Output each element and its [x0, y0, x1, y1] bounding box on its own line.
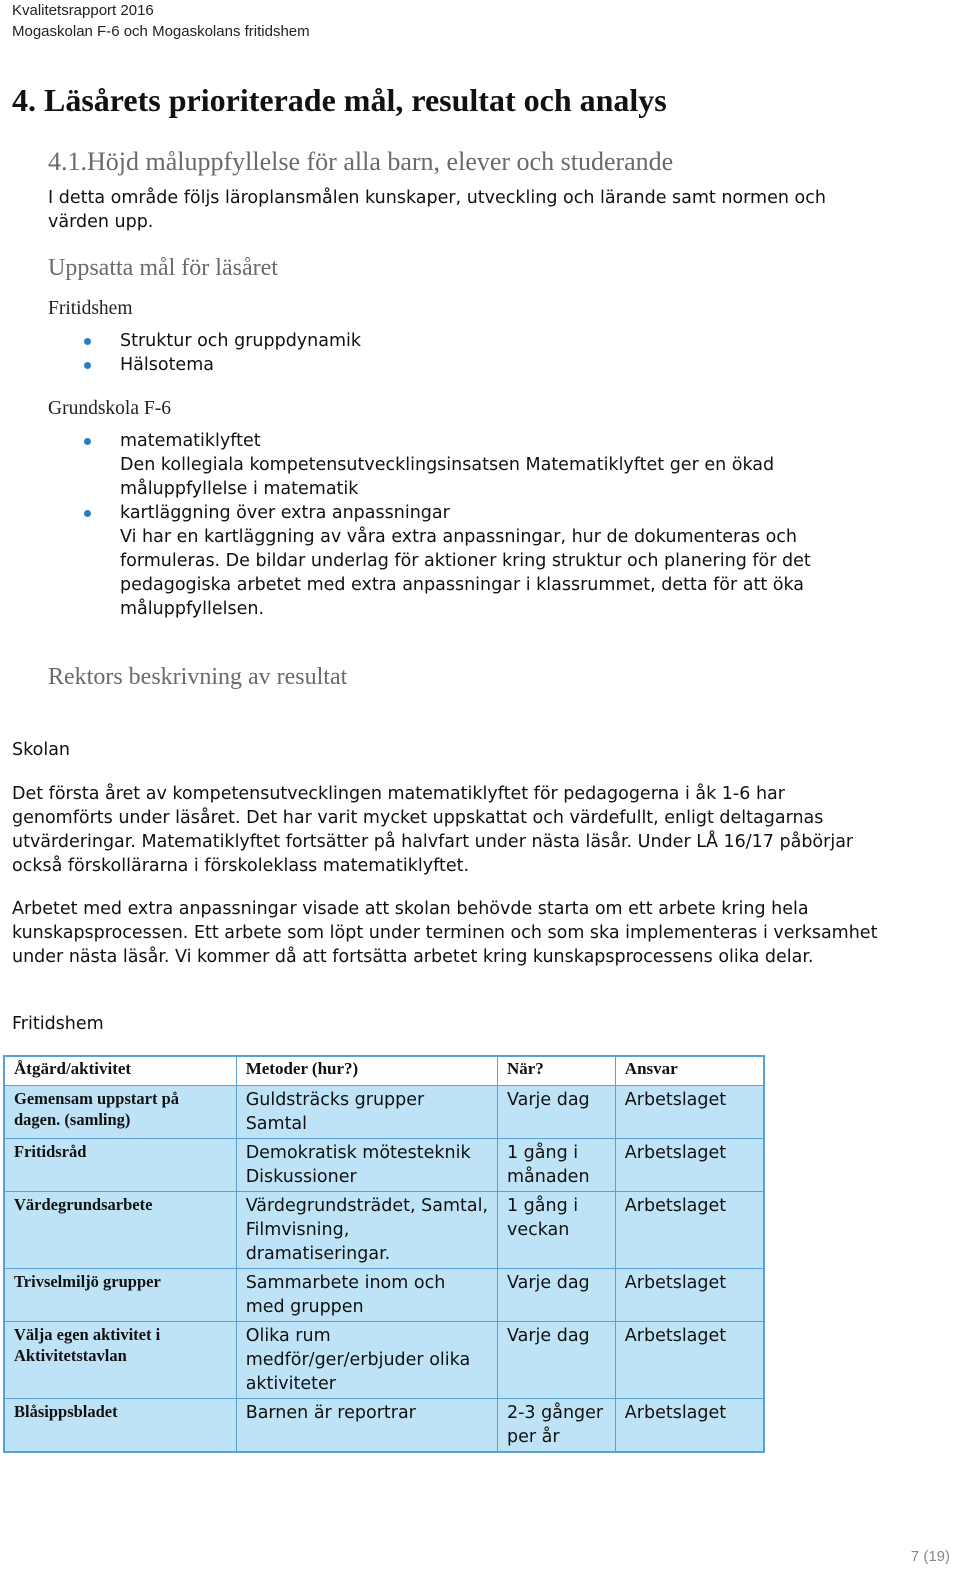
goal-title: matematiklyftet [120, 431, 261, 451]
list-item: Hälsotema [80, 353, 830, 377]
column-header-activity: Åtgärd/aktivitet [4, 1056, 236, 1086]
activity-table [3, 1055, 765, 1453]
intro-paragraph: I detta område följs läroplansmålen kunskaper, utveckling och lärande samt normen och värden upp. [48, 188, 826, 232]
cell-responsible: Arbetslaget [615, 1139, 764, 1192]
table-row [4, 1192, 764, 1269]
goal-title: kartläggning över extra anpassningar [120, 503, 450, 523]
column-header-methods: Metoder (hur?) [236, 1056, 497, 1086]
fritidshem-heading: Fritidshem [48, 298, 133, 319]
header-school-name: Mogaskolan F-6 och Mogaskolans fritidshem [12, 23, 310, 40]
cell-when: 2-3 gånger per år [497, 1399, 615, 1453]
cell-activity: Trivselmiljö grupper [4, 1269, 236, 1322]
table-row [4, 1139, 764, 1192]
cell-methods: Barnen är reportrar [236, 1399, 497, 1453]
table-row [4, 1322, 764, 1399]
column-header-when: När? [497, 1056, 615, 1086]
grundskola-goal-list [80, 429, 830, 621]
section-title: 4. Läsårets prioriterade mål, resultat och analys [12, 82, 667, 118]
bullet-icon [84, 338, 91, 345]
cell-when: 1 gång i månaden [497, 1139, 615, 1192]
cell-when: Varje dag [497, 1322, 615, 1399]
goal-description: Den kollegiala kompetensutvecklingsinsatsen Matematiklyftet ger en ökad måluppfyllelse i matematik [120, 455, 775, 499]
cell-responsible: Arbetslaget [615, 1269, 764, 1322]
results-paragraph-2: Arbetet med extra anpassningar visade att skolan behövde starta om ett arbete kring hela kunskapsprocessen. Ett arbete som löpt under terminen och som ska implementeras i verksamhet under nästa läsår. Vi kommer då att fortsätta arbetet kring kunskapsprocessens olika delar. [12, 899, 878, 967]
cell-activity: Värdegrundsarbete [4, 1192, 236, 1269]
cell-responsible: Arbetslaget [615, 1322, 764, 1399]
table-row [4, 1269, 764, 1322]
cell-methods: Värdegrundsträdet, Samtal, Filmvisning, dramatiseringar. [236, 1192, 497, 1269]
cell-when: 1 gång i veckan [497, 1192, 615, 1269]
page-number: 7 (19) [910, 1548, 950, 1565]
bullet-icon [84, 510, 91, 517]
results-heading: Rektors beskrivning av resultat [48, 664, 348, 690]
list-item [80, 429, 830, 501]
goals-heading: Uppsatta mål för läsåret [48, 255, 278, 281]
grundskola-heading: Grundskola F-6 [48, 398, 171, 419]
cell-methods: Sammarbete inom och med gruppen [236, 1269, 497, 1322]
cell-when: Varje dag [497, 1086, 615, 1139]
fritidshem-label: Fritidshem [12, 1014, 104, 1034]
list-item: Struktur och gruppdynamik [80, 329, 830, 353]
cell-methods: Guldsträcks grupper Samtal [236, 1086, 497, 1139]
cell-activity: Välja egen aktivitet i Aktivitetstavlan [4, 1322, 236, 1399]
cell-when: Varje dag [497, 1269, 615, 1322]
table-header-row [4, 1056, 764, 1086]
page-header [12, 0, 310, 42]
table-row [4, 1399, 764, 1453]
bullet-icon [84, 438, 91, 445]
cell-activity: Blåsippsbladet [4, 1399, 236, 1453]
subsection-title: 4.1.Höjd måluppfyllelse för alla barn, elever och studerande [48, 147, 674, 176]
cell-responsible: Arbetslaget [615, 1192, 764, 1269]
fritidshem-goal-list [80, 329, 830, 377]
header-report-title: Kvalitetsrapport 2016 [12, 2, 154, 19]
cell-responsible: Arbetslaget [615, 1086, 764, 1139]
cell-methods: Olika rum medför/ger/erbjuder olika aktiviteter [236, 1322, 497, 1399]
column-header-responsible: Ansvar [615, 1056, 764, 1086]
table-row [4, 1086, 764, 1139]
cell-responsible: Arbetslaget [615, 1399, 764, 1453]
bullet-icon [84, 362, 91, 369]
goal-description: Vi har en kartläggning av våra extra anpassningar, hur de dokumenteras och formuleras. De bildar underlag för aktioner kring struktur och planering för det pedagogiska arbetet med extra anpassningar i klassrummet, detta för att öka måluppfyllelsen. [120, 527, 811, 619]
list-item [80, 501, 830, 621]
cell-methods: Demokratisk mötesteknik Diskussioner [236, 1139, 497, 1192]
cell-activity: Gemensam uppstart på dagen. (samling) [4, 1086, 236, 1139]
results-paragraph-1: Det första året av kompetensutvecklingen matematiklyftet för pedagogerna i åk 1-6 har genomförts under läsåret. Det har varit mycket uppskattat och värdefullt, enligt deltagarnas utvärderingar. Matematiklyftet fortsätter på halvfart under nästa läsår. Under LÅ 16/17 påbörjar också förskollärarna i förskoleklass matematiklyftet. [12, 784, 854, 876]
cell-activity: Fritidsråd [4, 1139, 236, 1192]
skolan-label: Skolan [12, 740, 71, 760]
